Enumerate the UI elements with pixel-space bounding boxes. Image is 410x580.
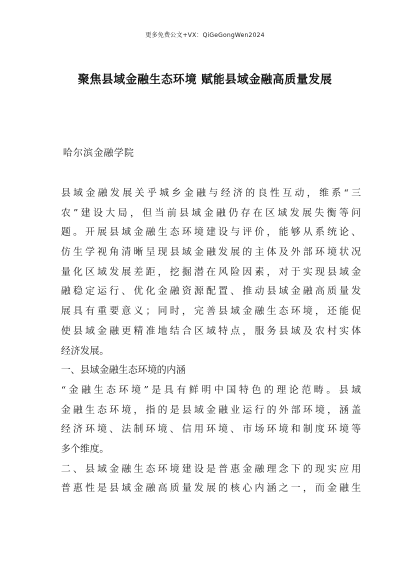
body-line: 使县域金融更精准地结合区域特点，服务县域及农村实体 — [61, 325, 361, 337]
body-line: 县域金融发展关乎城乡金融与经济的良性互动，维系“三 — [61, 188, 361, 199]
body-line: “金融生态环境”是具有鲜明中国特色的理论范畴。县域 — [61, 384, 361, 396]
body-text — [61, 184, 361, 499]
body-line: 经济发展。 — [61, 345, 109, 357]
body-line: 题。开展县域金融生态环境建设与评价，能够从系统论、 — [61, 227, 361, 239]
body-line: 农”建设大局，但当前县域金融仍存在区域发展失衡等问 — [61, 207, 361, 219]
author-line: 哈尔滨金融学院 — [63, 148, 135, 159]
document-title: 聚焦县域金融生态环境 赋能县域金融高质量发展 — [77, 72, 333, 86]
section-heading: 二、县域金融生态环境建设是普惠金融理念下的现实应用 — [61, 463, 361, 475]
header-note: 更多免费公文+VX：QiGeGongWen2024 — [145, 32, 265, 39]
body-line: 普惠性是县域金融高质量发展的核心内涵之一，而金融生 — [61, 483, 361, 495]
body-line: 金融生态环境，指的是县域金融业运行的外部环境，涵盖 — [61, 404, 361, 416]
body-line: 融稳定运行、优化金融资源配置、推动县域金融高质量发 — [61, 286, 361, 298]
body-line: 量化区域发展差距，挖掘潜在风险因素，对于实现县域金 — [61, 266, 361, 278]
section-heading: 一、县域金融生态环境的内涵 — [61, 365, 186, 377]
body-line: 经济环境、法制环境、信用环境、市场环境和制度环境等 — [61, 424, 361, 436]
body-line: 展具有重要意义；同时，完善县域金融生态环境，还能促 — [61, 306, 361, 318]
body-line: 多个维度。 — [61, 443, 109, 455]
body-line: 仿生学视角清晰呈现县域金融发展的主体及外部环境状况 — [61, 247, 361, 259]
